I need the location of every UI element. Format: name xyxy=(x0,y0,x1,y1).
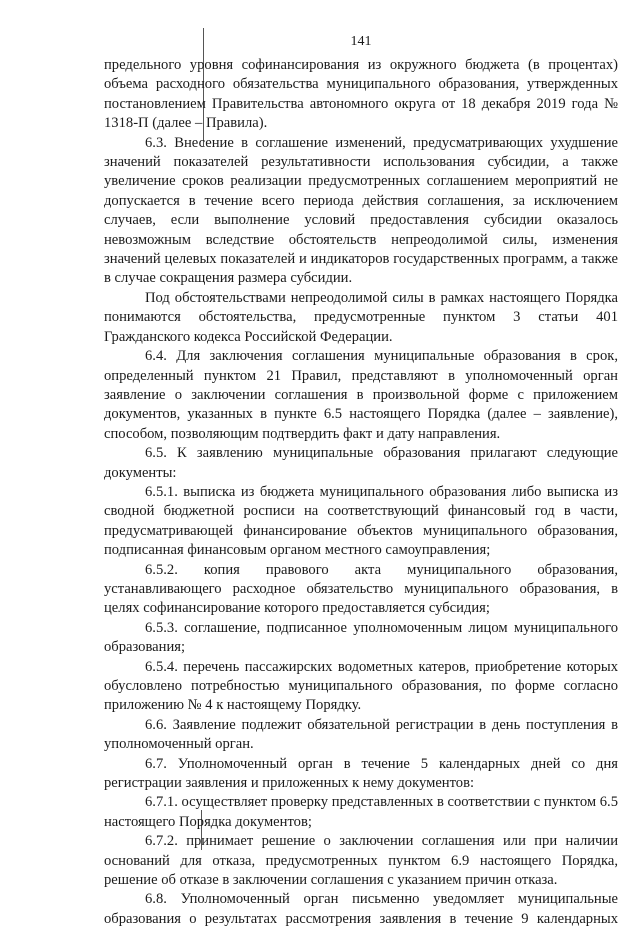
paragraph-6-3: 6.3. Внесение в соглашение изменений, предусматривающих ухудшение значений показателей результативности использования субсидии, а также увеличение сроков реализации предусмотренных соглашением мероприятий не допускается в течение всего периода действия соглашения, за исключением случаев, если выполнение условий предоставления субсидии оказалось невозможным вследствие обстоятельств непреодолимой силы, изменения значений целевых показателей и индикаторов государственных программ, а также в случае сокращения размера субсидии. xyxy=(104,134,618,287)
paragraph-6-8: 6.8. Уполномоченный орган письменно уведомляет муниципальные образования о результатах рассмотрения заявления в течение 9 календарных xyxy=(104,891,618,927)
paragraph-6-5-4: 6.5.4. перечень пассажирских водометных катеров, приобретение которых обусловлено потребностью муниципального образования, по форме согласно приложению № 4 к настоящему Порядку. xyxy=(104,658,618,714)
paragraph-6-5-1: 6.5.1. выписка из бюджета муниципального образования либо выписка из сводной бюджетной росписи на соответствующий финансовый год в части, предусматривающей финансирование объектов муниципального образования, подписанная финансовым органом местного самоуправления; xyxy=(104,483,618,559)
paragraph-6-7-1: 6.7.1. осуществляет проверку представленных в соответствии с пунктом 6.5 настоящего Порядка документов; xyxy=(104,794,618,830)
body-text xyxy=(104,56,618,929)
paragraph-6-4: 6.4. Для заключения соглашения муниципальные образования в срок, определенный пунктом 21 Правил, представляют в уполномоченный орган заявление о заключении соглашения в произвольной форме с приложением документов, указанных в пункте 6.5 настоящего Порядка (далее – заявление), способом, позволяющим подтвердить факт и дату направления. xyxy=(104,348,618,442)
paragraph-force-majeure: Под обстоятельствами непреодолимой силы в рамках настоящего Порядка понимаются обстоятельства, предусмотренные пунктом 3 статьи 401 Гражданского кодекса Российской Федерации. xyxy=(104,289,618,345)
paragraph-6-5-2: 6.5.2. копия правового акта муниципального образования, устанавливающего расходное обязательство муниципального образования, в целях софинансирование которого предоставляется субсидия; xyxy=(104,561,618,617)
paragraph-6-7: 6.7. Уполномоченный орган в течение 5 календарных дней со дня регистрации заявления и приложенных к нему документов: xyxy=(104,755,618,792)
paragraph-6-5: 6.5. К заявлению муниципальные образования прилагают следующие документы: xyxy=(104,445,618,481)
paragraph-6-5-3: 6.5.3. соглашение, подписанное уполномоченным лицом муниципального образования; xyxy=(104,619,618,656)
paragraph-6-6: 6.6. Заявление подлежит обязательной регистрации в день поступления в уполномоченный орган. xyxy=(104,716,618,753)
paragraph-continuation: предельного уровня софинансирования из окружного бюджета (в процентах) объема расходного обязательства муниципального образования, утвержденных постановлением Правительства автономного округа от 18 декабря 2019 года № 1318-П (далее – Правила). xyxy=(104,57,618,132)
paragraph-6-7-2: 6.7.2. принимает решение о заключении соглашения или при наличии оснований для отказа, предусмотренных пунктом 6.9 настоящего Порядка, решение об отказе в заключении соглашения с указанием причин отказа. xyxy=(104,833,618,889)
page-number: 141 xyxy=(350,34,372,49)
